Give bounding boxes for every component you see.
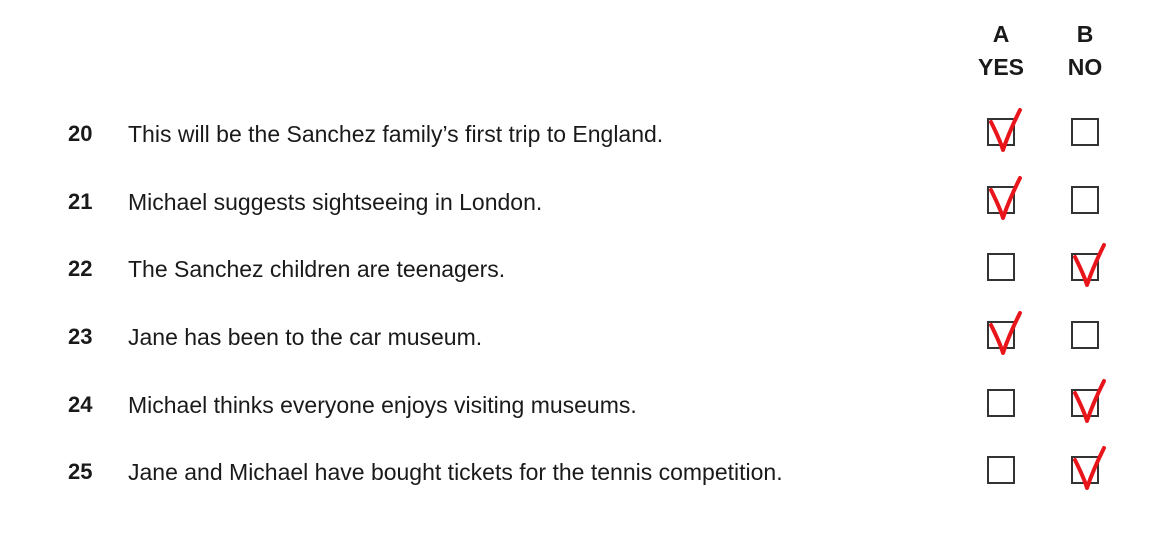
- question-row: [0, 447, 1161, 497]
- question-number: 24: [68, 392, 93, 417]
- checkmark-icon: [1069, 241, 1109, 289]
- column-header-no: [1050, 18, 1120, 84]
- question-number: 21: [68, 189, 93, 214]
- no-checkbox[interactable]: [1071, 389, 1099, 417]
- question-text: Jane has been to the car museum.: [128, 324, 483, 350]
- column-letter-b: B: [1076, 21, 1094, 47]
- column-letter-a: A: [992, 21, 1010, 47]
- question-number: 22: [68, 256, 93, 281]
- question-row: [0, 109, 1161, 159]
- no-checkbox[interactable]: [1071, 456, 1099, 484]
- column-label-yes: YES: [977, 54, 1025, 80]
- question-row: [0, 380, 1161, 430]
- checkmark-icon: [985, 309, 1025, 357]
- question-number: 25: [68, 459, 93, 484]
- question-text: The Sanchez children are teenagers.: [128, 256, 506, 282]
- checkmark-icon: [985, 106, 1025, 154]
- yes-checkbox[interactable]: [987, 321, 1015, 349]
- no-checkbox[interactable]: [1071, 253, 1099, 281]
- column-header-yes: [966, 18, 1036, 84]
- question-row: [0, 244, 1161, 294]
- question-number: 23: [68, 324, 93, 349]
- column-label-no: NO: [1067, 54, 1103, 80]
- question-text: This will be the Sanchez family’s first trip to England.: [128, 121, 664, 147]
- question-row: [0, 177, 1161, 227]
- yes-checkbox[interactable]: [987, 118, 1015, 146]
- question-text: Michael suggests sightseeing in London.: [128, 189, 543, 215]
- question-row: [0, 312, 1161, 362]
- yes-checkbox[interactable]: [987, 389, 1015, 417]
- checkmark-icon: [985, 174, 1025, 222]
- no-checkbox[interactable]: [1071, 321, 1099, 349]
- question-text: Jane and Michael have bought tickets for the tennis competition.: [128, 459, 783, 485]
- no-checkbox[interactable]: [1071, 118, 1099, 146]
- yes-checkbox[interactable]: [987, 456, 1015, 484]
- question-number: 20: [68, 121, 93, 146]
- checkmark-icon: [1069, 444, 1109, 492]
- yes-checkbox[interactable]: [987, 186, 1015, 214]
- no-checkbox[interactable]: [1071, 186, 1099, 214]
- checkmark-icon: [1069, 377, 1109, 425]
- yes-checkbox[interactable]: [987, 253, 1015, 281]
- question-text: Michael thinks everyone enjoys visiting museums.: [128, 392, 637, 418]
